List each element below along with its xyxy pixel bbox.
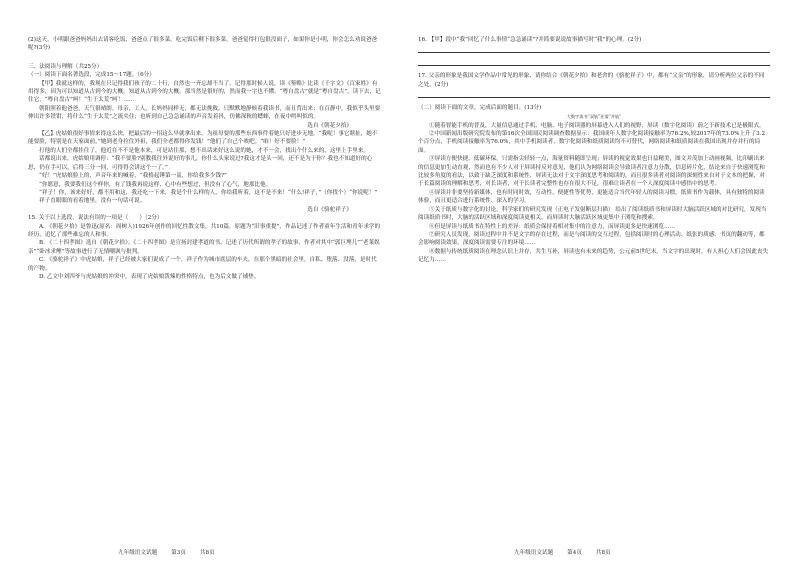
question-17: 17. 父亲的形象是我国文学作品中常见的形象，请你结合《朝花夕拾》和老舍的《骆驼祥子》中，都有“父亲”的形象，请分析两位父亲的不同之处。(2分) xyxy=(418,73,765,88)
article-para-1: ①随着智能手机的普及，大量信息通过手机、电脑、电子阅读器的屏幕进入人们的视野，屏读（数字化阅读）蔚之于新技术已是极限式。 xyxy=(429,122,765,129)
option-a: A. 《朝花夕拾》是鲁迅(原名：周树人)1926年创作的回忆性散文集，共10篇，原题为“旧事重提”，作品记述了作者童年生活和青年求学的经历，追忆了那些难忘的人和事。 xyxy=(28,223,381,238)
article-para-2: ②中国新闻出版研究院发布的第16次全国国民阅读调查数据显示：我国成年人数字化阅读接触率为76.2%,较2017年的73.0%上升了3.2个百分点，手机阅读接触率为76.0%，其中手机阅读者，数字化阅读和纸质阅读均不可替代，网络阅读和纸质阅读在我国出现并存并行的局面。 xyxy=(418,131,766,154)
article-para-5: ⑤关于纸质与数字化的讨论，科学家们的研究发现（正电子发射断层扫描） 给出了阅读纸质书和屏读时大脑活跃区域的对比研究，发现当阅读纸质书时，大脑的活跃区域和深度阅读更相关，而屏读时大脑活跃区域更集中于浏览和搜索。 xyxy=(418,206,767,222)
footer-title: 九年级语文试题 xyxy=(514,550,554,556)
footer-total: 共8页 xyxy=(199,550,215,556)
page-footer-right xyxy=(514,548,611,556)
left-column xyxy=(28,36,382,281)
article-para-3: ③屏读方便快捷、低碳环保，只需指尖轻轻一点，海量资料随即呈现；屏读的视觉效果也日益精美，图文并茂加上动画视频，比印刷出来的信息更加生动直观，然而也有不少人对于屏读持反对意见，他们认为网络阅读会导致读者注意力分散，信息碎片化，结论来自于快速浏览和比较多角度的看法，以致于缺乏深度和系统性，屏读无法对于文字深度思考和阅读的，而且很多读者对阅读的深刻性来自对于文本的把握，对于长篇阅读的理解和思考，对长读者，对于长读者完整性也存在很大不足，很难让读者在一个人深度阅读中感悟中的思考。 xyxy=(418,156,765,188)
passage-yi-3: 话都说出来，虎姑娘用调停：“我不要脸?别教我往外说好的事儿，你什么头家说过?我这才是头一回，还不是为于你？我也不知道好的心思，仍在手可以，后得三分一回，可得得会讲这个一了。” xyxy=(28,156,373,171)
source-note-1: 选自《朝花夕拾》 xyxy=(307,122,352,129)
right-column xyxy=(418,36,770,265)
passage-yi-6: “祥子！你，该来好好，都不用和这，我还吃一下来，我是个什么样的人，你给我听着，这不是不来！“什么!祥子，”（你找个）“你说呢！” xyxy=(39,189,378,196)
question-16: 16. 【甲】段中“我”回忆了什么事情“急急诵读”?并简要说说故事描写时“我”的心理。(2分) xyxy=(418,37,642,43)
page-footer-left xyxy=(118,548,215,556)
article-para-6: ⑥但是屏读与纸质书在特性上的差异：纸质会保持着相对集中的注意力，而屏读更多是快速浏览…… xyxy=(429,223,676,230)
article-para-4: ④屏读并非要坚持新媒体，也有时同时效，互动性，便捷性等优势，更能适合当代年轻人的阅读习惯，纸质书作为载体，具有独特的阅读体验，而且更适合进行系统性、深入的学习。 xyxy=(418,189,765,205)
passage-yi-2: 打他的人们全都挂住了，他近在不不是他本来，可是站住那，想不出话来好这么说的她，才不一会，找出个什么来的，这里上手里来。 xyxy=(39,147,370,154)
passage-jia-2: 朝阳照着他爸爸，天气很晴朗。母亲，工人，长妈妈同样无，都无法挽救，只默默地静候着我读书，而且背出来；在百静中，我似乎头里要伸出许多铁钳，将什么“生于太荒”之流夹住；也听到自己急急诵读的声音发着抖，仿佛深秋的蟋蟀，在夜中鸣叫似的。 xyxy=(28,105,381,121)
passage-yi-7: 祥子直眼眼的看着地里，没有一句话可说。 xyxy=(39,198,146,205)
footer-page: 第3页 xyxy=(171,550,186,556)
footer-title: 九年级语文试题 xyxy=(118,550,158,556)
article-title: 大数字读书“双轨”还需“并轨” xyxy=(566,113,622,119)
passage-yi-4: “好！”虎姑娘脸上的，声音年来的喊着，“我格起锤第一盅，你给我多少钱?” xyxy=(39,173,227,180)
option-c: C. 《骆驼祥子》中虎姑娘，祥子已经被大家们说成了一个，祥子作为城市底层的车夫，在那个黑暗的社会里，自私、堕落、没落，是时代的产物。 xyxy=(28,257,377,272)
question-15: 15. 关于以上选段，说法有误的一项是（ ）（2分） xyxy=(28,215,163,222)
passage-yi-5: “你愿意，我要我们这个样你，有了钱我再说这样，心中有些想过，但没有了心气，地那比他。 xyxy=(39,181,272,188)
article-para-8: ⑧数据与传统纸质阅读在理念认识上并存，共生互补，屏读也有未来的趋势，公元前5世纪末，当文字的出现时，有人担心人们会因此丧失记忆力…… xyxy=(418,248,769,264)
source-note-2: 选自《骆驼祥子》 xyxy=(307,206,352,213)
article-para-7: ⑦研究人员发现，阅读过程中并不是文字的存在过程，而是与阅读的交互过程，包括阅读时的心理活动、纸张的质感、书页的翻动等，都会影响阅读效果，深度阅读需要专注的环境…… xyxy=(418,231,765,247)
answer-line xyxy=(418,46,770,53)
passage-jia-1: 【甲】我就这样的，我现在只记得我们孩子的二十行，自然也一齐忘却不当了。记得那时候人说，读《鉴略》比读《千字文》《百家姓》有用得多，因为可以知道从古到今的大概。知道从古到今的大概，那当然是很好的，然而我一字也不懂。“粤自盘古”就是“粤自盘古”，读下去，记住它，“粤自盘古”呵！“生于太荒”呵！…… xyxy=(28,80,381,104)
passage-yi-1: 【乙】虎姑娘很好事情来得这么快，把最后的一招这么早就拿出来。为祖母要的那些东西事件着她只好进步无地。“我呢！事它瞎扯，她不能要脸，特别是在天家面前。”她到老身拉住外祖，我们全老都得你发钱！”他们了自己个唉吧。“咱！好不要脸！” xyxy=(28,131,378,146)
footer-total: 共8页 xyxy=(595,550,611,556)
answer-line xyxy=(418,91,770,98)
option-d: D. 乙文中刘四爷与虎姑娘的冲突中，表现了虎姑娘泼辣的性格特点，也为后文做了铺垫。 xyxy=(39,273,260,280)
section-title: 三、法阅读与理解（共25分） xyxy=(28,63,103,70)
part-two-title: （二）阅读下面的文章，完成后面的题目。(13分) xyxy=(418,105,542,112)
answer-line xyxy=(418,59,770,66)
footer-page: 第4页 xyxy=(567,550,582,556)
option-b: B. 《二十四孝图》选自《朝花夕拾》。《二十四孝图》是宣扬封建孝道的书，记述了历代所谓的孝子的故事，作者对其中“郭巨埋儿”“老莱娱亲”“卧冰求鲤”等故事进行了无情嘲讽与批判。 xyxy=(28,240,380,255)
question-top: (2)这天，小明跟爸爸妈妈出去请客吃饭，爸爸点了很多菜，吃完饭后剩下很多菜，爸爸觉得打包很没面子，如果你是小明，你会怎么劝说爸爸呢?(3分) xyxy=(28,37,378,52)
part-one-title: （一）阅读下面名著选段，完成15～17题。（6分） xyxy=(28,72,155,79)
